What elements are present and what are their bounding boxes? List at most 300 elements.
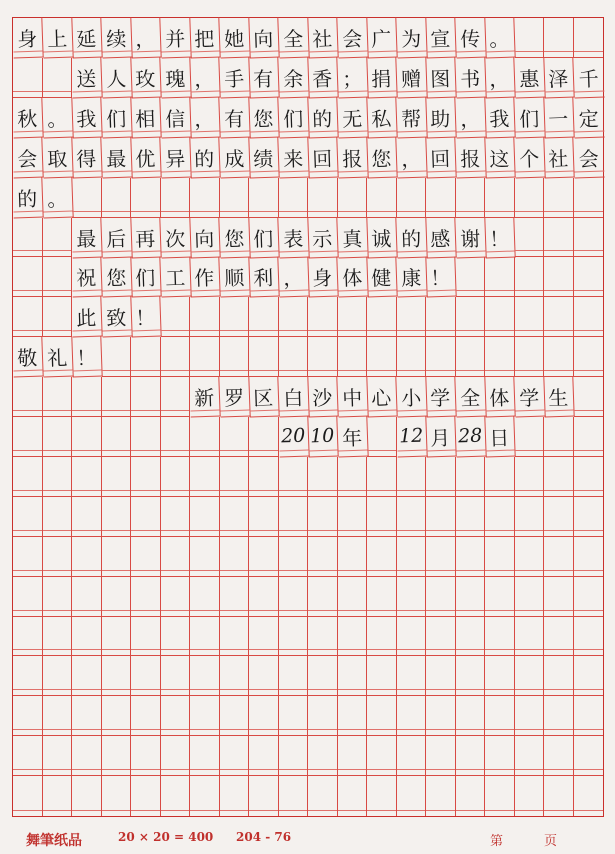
grid-cell <box>426 537 456 577</box>
grid-cell <box>279 497 309 537</box>
grid-cell: 日 <box>484 416 515 457</box>
grid-cell: 报 <box>337 137 368 178</box>
grid-cell: 她 <box>219 17 250 58</box>
grid-cell: 工 <box>160 257 191 298</box>
page-number-suffix: 页 <box>544 834 558 849</box>
grid-cell <box>397 178 427 218</box>
grid-cell: 沙 <box>307 377 338 418</box>
grid-cell <box>190 736 220 776</box>
grid-cell <box>426 617 456 657</box>
grid-cell: 28 <box>455 416 486 457</box>
grid-cell <box>544 337 574 377</box>
grid-cell: 助 <box>425 97 456 138</box>
grid-cell <box>190 417 220 457</box>
grid-cell <box>161 377 191 417</box>
grid-cell <box>574 577 604 617</box>
grid-cell <box>131 178 161 218</box>
grid-cell <box>102 337 132 377</box>
grid-cell <box>338 736 368 776</box>
grid-cell: 绩 <box>248 137 279 178</box>
grid-cell <box>249 417 279 457</box>
grid-cell: 并 <box>160 17 191 58</box>
grid-cell <box>338 656 368 696</box>
grid-cell <box>72 377 102 417</box>
grid-cell: 会 <box>573 137 604 178</box>
grid-cell <box>574 776 604 816</box>
grid-cell: 最 <box>101 137 132 178</box>
grid-cell <box>13 58 43 98</box>
grid-cell: ， <box>278 257 309 298</box>
grid-cell <box>308 736 338 776</box>
grid-cell <box>72 178 102 218</box>
page-number-label: 第 <box>490 834 504 849</box>
grid-cell <box>515 696 545 736</box>
grid-cell <box>131 617 161 657</box>
grid-cell <box>515 18 545 58</box>
grid-cell <box>161 656 191 696</box>
grid-cell: 个 <box>514 137 545 178</box>
grid-cell: 图 <box>425 57 456 98</box>
grid-cell: 会 <box>337 17 368 58</box>
grid-cell <box>249 178 279 218</box>
grid-cell <box>220 537 250 577</box>
grid-cell <box>43 776 73 816</box>
grid-cell: 泽 <box>543 57 574 98</box>
grid-cell <box>574 417 604 457</box>
grid-cell <box>485 457 515 497</box>
grid-cell: 取 <box>42 137 73 178</box>
grid-cell: 广 <box>366 17 397 58</box>
grid-cell <box>485 497 515 537</box>
grid-cell <box>161 178 191 218</box>
grid-cell: ！ <box>484 217 515 258</box>
grid-cell: 宣 <box>425 17 456 58</box>
grid-cell: 私 <box>366 97 397 138</box>
grid-cell <box>456 178 486 218</box>
grid-cell: 您 <box>101 257 132 298</box>
grid-cell <box>102 178 132 218</box>
grid-cell: 有 <box>248 57 279 98</box>
grid-cell <box>161 617 191 657</box>
grid-cell <box>279 617 309 657</box>
grid-cell <box>544 178 574 218</box>
grid-cell <box>515 178 545 218</box>
grid-cell <box>338 617 368 657</box>
grid-cell <box>279 656 309 696</box>
grid-cell <box>13 218 43 258</box>
grid-cell <box>456 617 486 657</box>
grid-cell <box>515 537 545 577</box>
grid-cell <box>13 736 43 776</box>
grid-cell <box>338 178 368 218</box>
grid-cell <box>456 337 486 377</box>
grid-cell <box>544 457 574 497</box>
grid-cell: 。 <box>484 17 515 58</box>
grid-cell <box>13 776 43 816</box>
grid-cell: 。 <box>42 177 73 218</box>
grid-cell <box>515 457 545 497</box>
grid-cell: 来 <box>278 137 309 178</box>
grid-cell <box>308 656 338 696</box>
grid-cell <box>131 497 161 537</box>
grid-cell <box>131 537 161 577</box>
grid-cell: 续 <box>101 17 132 58</box>
grid-cell <box>220 736 250 776</box>
grid-cell <box>13 417 43 457</box>
grid-cell: ！ <box>71 337 102 378</box>
grid-cell: 秋 <box>12 97 43 138</box>
grid-cell: 月 <box>425 416 456 457</box>
grid-cell: 生 <box>543 377 574 418</box>
grid-cell <box>190 457 220 497</box>
grid-cell <box>13 457 43 497</box>
grid-cell <box>249 696 279 736</box>
grid-cell: 心 <box>366 377 397 418</box>
grid-cell: 您 <box>219 217 250 258</box>
grid-cell <box>13 297 43 337</box>
grid-cell <box>161 337 191 377</box>
grid-cell: 健 <box>366 257 397 298</box>
grid-cell <box>456 257 486 297</box>
grid-cell: 示 <box>307 217 338 258</box>
grid-cell <box>338 577 368 617</box>
grid-cell <box>367 656 397 696</box>
grid-cell <box>13 497 43 537</box>
grid-cell <box>515 297 545 337</box>
grid-cell: 祝 <box>71 257 102 298</box>
grid-cell <box>249 736 279 776</box>
grid-cell: 有 <box>219 97 250 138</box>
grid-cell <box>308 696 338 736</box>
grid-cell: 的 <box>12 177 43 218</box>
grid-cell: 回 <box>307 137 338 178</box>
grid-cell: 12 <box>396 416 427 457</box>
grid-cell: 回 <box>425 137 456 178</box>
grid-cell <box>367 696 397 736</box>
grid-cell <box>72 656 102 696</box>
grid-cell <box>161 537 191 577</box>
grid-cell <box>367 617 397 657</box>
grid-cell <box>102 537 132 577</box>
grid-cell <box>367 537 397 577</box>
grid-cell <box>161 457 191 497</box>
grid-cell: 康 <box>396 257 427 298</box>
grid-cell: 上 <box>42 17 73 58</box>
grid-cell: 罗 <box>219 377 250 418</box>
grid-cell: 新 <box>189 377 220 418</box>
grid-cell <box>426 457 456 497</box>
grid-cell <box>220 617 250 657</box>
grid-cell <box>485 696 515 736</box>
grid-cell <box>485 178 515 218</box>
grid-cell <box>544 656 574 696</box>
grid-cell <box>279 337 309 377</box>
grid-cell <box>338 457 368 497</box>
grid-cell <box>43 297 73 337</box>
grid-cell <box>131 337 161 377</box>
brand-label: 舞筆纸品 <box>26 833 82 849</box>
grid-cell <box>397 537 427 577</box>
grid-cell <box>456 696 486 736</box>
grid-cell <box>13 656 43 696</box>
grid-cell <box>43 736 73 776</box>
grid-cell: 优 <box>130 137 161 178</box>
grid-cell <box>367 178 397 218</box>
grid-cell <box>43 537 73 577</box>
grid-cell: 中 <box>337 377 368 418</box>
grid-cell: 一 <box>543 97 574 138</box>
grid-cell <box>515 656 545 696</box>
grid-cell <box>574 178 604 218</box>
manuscript-grid <box>12 17 604 817</box>
grid-cell <box>190 696 220 736</box>
grid-cell: 香 <box>307 57 338 98</box>
grid-cell <box>515 497 545 537</box>
grid-cell <box>249 457 279 497</box>
grid-cell <box>190 656 220 696</box>
grid-cell: 作 <box>189 257 220 298</box>
grid-cell: 学 <box>425 377 456 418</box>
grid-cell: 定 <box>573 97 604 138</box>
grid-cell <box>249 656 279 696</box>
grid-cell <box>249 776 279 816</box>
grid-cell: 们 <box>278 97 309 138</box>
grid-cell <box>190 497 220 537</box>
grid-cell <box>13 617 43 657</box>
grid-cell <box>456 736 486 776</box>
grid-cell <box>161 497 191 537</box>
grid-cell <box>574 377 604 417</box>
grid-cell <box>426 178 456 218</box>
grid-cell: 报 <box>455 137 486 178</box>
grid-cell: 异 <box>160 137 191 178</box>
grid-cell <box>426 577 456 617</box>
grid-cell <box>338 776 368 816</box>
grid-cell: 书 <box>455 57 486 98</box>
grid-cell: 身 <box>307 257 338 298</box>
grid-cell: 我 <box>484 97 515 138</box>
grid-cell <box>131 656 161 696</box>
grid-cell <box>574 617 604 657</box>
grid-cell <box>544 736 574 776</box>
grid-cell <box>102 457 132 497</box>
grid-cell <box>308 297 338 337</box>
grid-cell: 我 <box>71 97 102 138</box>
grid-cell: ！ <box>130 297 161 338</box>
grid-cell: 捐 <box>366 57 397 98</box>
grid-cell <box>220 656 250 696</box>
grid-cell <box>574 736 604 776</box>
grid-cell <box>220 776 250 816</box>
grid-cell <box>102 417 132 457</box>
grid-cell: 利 <box>248 257 279 298</box>
grid-cell <box>426 736 456 776</box>
grid-cell <box>544 18 574 58</box>
grid-cell <box>279 537 309 577</box>
grid-cell <box>308 537 338 577</box>
grid-cell: 顺 <box>219 257 250 298</box>
grid-cell <box>102 577 132 617</box>
grid-cell <box>102 696 132 736</box>
grid-cell <box>485 257 515 297</box>
grid-cell <box>367 497 397 537</box>
grid-cell: 诚 <box>366 217 397 258</box>
grid-cell: 们 <box>514 97 545 138</box>
grid-cell <box>544 257 574 297</box>
grid-cell <box>367 337 397 377</box>
grid-cell: 真 <box>337 217 368 258</box>
grid-cell <box>574 18 604 58</box>
grid-cell: 延 <box>71 17 102 58</box>
grid-cell <box>279 696 309 736</box>
grid-cell <box>308 617 338 657</box>
grid-cell <box>72 736 102 776</box>
grid-cell <box>574 257 604 297</box>
grid-cell: 再 <box>130 217 161 258</box>
grid-cell: 区 <box>248 377 279 418</box>
grid-cell <box>426 656 456 696</box>
grid-spec-label: 20 × 20 = 400 <box>118 830 214 844</box>
grid-cell: ， <box>189 57 220 98</box>
grid-cell <box>456 297 486 337</box>
grid-cell: 赠 <box>396 57 427 98</box>
grid-cell: ， <box>396 137 427 178</box>
grid-cell <box>308 178 338 218</box>
grid-cell: 敬 <box>12 337 43 378</box>
product-code: 204 - 76 <box>236 830 292 844</box>
grid-cell <box>485 577 515 617</box>
grid-cell <box>308 497 338 537</box>
grid-cell <box>515 337 545 377</box>
grid-cell: 最 <box>71 217 102 258</box>
grid-cell <box>161 776 191 816</box>
grid-cell <box>190 297 220 337</box>
grid-cell <box>131 776 161 816</box>
grid-cell <box>190 337 220 377</box>
grid-cell <box>190 178 220 218</box>
grid-cell <box>190 617 220 657</box>
grid-cell <box>456 656 486 696</box>
grid-cell: 们 <box>130 257 161 298</box>
grid-cell: ； <box>337 57 368 98</box>
grid-cell: 人 <box>101 57 132 98</box>
grid-cell: ， <box>484 57 515 98</box>
grid-cell: ， <box>189 97 220 138</box>
grid-cell <box>397 656 427 696</box>
grid-cell <box>544 497 574 537</box>
grid-cell: 们 <box>101 97 132 138</box>
grid-cell: 千 <box>573 57 604 98</box>
grid-cell: 全 <box>278 17 309 58</box>
grid-cell <box>338 297 368 337</box>
grid-cell <box>544 218 574 258</box>
grid-cell <box>161 417 191 457</box>
grid-cell <box>515 776 545 816</box>
grid-cell <box>515 617 545 657</box>
grid-cell: 社 <box>543 137 574 178</box>
grid-cell <box>131 577 161 617</box>
grid-cell <box>190 577 220 617</box>
grid-cell <box>515 417 545 457</box>
grid-cell <box>131 377 161 417</box>
grid-cell <box>190 776 220 816</box>
grid-cell <box>102 736 132 776</box>
grid-cell <box>397 297 427 337</box>
grid-cell: 此 <box>71 297 102 338</box>
grid-cell <box>515 257 545 297</box>
grid-cell: 为 <box>396 17 427 58</box>
grid-cell <box>279 457 309 497</box>
grid-cell <box>249 297 279 337</box>
grid-cell <box>544 776 574 816</box>
grid-cell <box>515 577 545 617</box>
grid-cell <box>43 257 73 297</box>
grid-cell <box>397 776 427 816</box>
grid-cell <box>131 696 161 736</box>
grid-cell: 成 <box>219 137 250 178</box>
grid-cell <box>131 417 161 457</box>
grid-cell: 感 <box>425 217 456 258</box>
grid-cell: 瑰 <box>160 57 191 98</box>
grid-cell: 您 <box>366 137 397 178</box>
grid-cell: 们 <box>248 217 279 258</box>
grid-cell <box>279 776 309 816</box>
grid-cell: 向 <box>248 17 279 58</box>
grid-cell: 礼 <box>42 337 73 378</box>
grid-cell: 身 <box>12 17 43 58</box>
grid-cell <box>279 178 309 218</box>
grid-cell: 学 <box>514 377 545 418</box>
grid-cell <box>43 218 73 258</box>
grid-cell: 向 <box>189 217 220 258</box>
grid-cell <box>485 297 515 337</box>
grid-cell: 得 <box>71 137 102 178</box>
grid-cell: 体 <box>337 257 368 298</box>
grid-cell <box>456 577 486 617</box>
grid-cell <box>13 537 43 577</box>
grid-cell <box>574 696 604 736</box>
grid-cell <box>544 537 574 577</box>
grid-cell <box>308 457 338 497</box>
grid-cell <box>308 337 338 377</box>
grid-cell <box>515 736 545 776</box>
grid-cell: 惠 <box>514 57 545 98</box>
grid-cell <box>72 617 102 657</box>
grid-cell: 传 <box>455 17 486 58</box>
grid-cell <box>485 656 515 696</box>
grid-cell <box>220 497 250 537</box>
grid-cell <box>72 696 102 736</box>
grid-cell <box>43 617 73 657</box>
grid-cell: 玫 <box>130 57 161 98</box>
grid-cell <box>220 178 250 218</box>
grid-cell <box>456 776 486 816</box>
grid-cell: 的 <box>189 137 220 178</box>
grid-cell <box>367 776 397 816</box>
grid-cell <box>131 457 161 497</box>
grid-cell <box>367 417 397 457</box>
grid-cell: 后 <box>101 217 132 258</box>
grid-cell <box>367 457 397 497</box>
grid-cell <box>72 417 102 457</box>
grid-cell <box>161 297 191 337</box>
grid-cell: 会 <box>12 137 43 178</box>
grid-cell: 的 <box>396 217 427 258</box>
grid-cell: 您 <box>248 97 279 138</box>
grid-cell: ， <box>455 97 486 138</box>
grid-cell <box>397 736 427 776</box>
grid-cell <box>102 377 132 417</box>
